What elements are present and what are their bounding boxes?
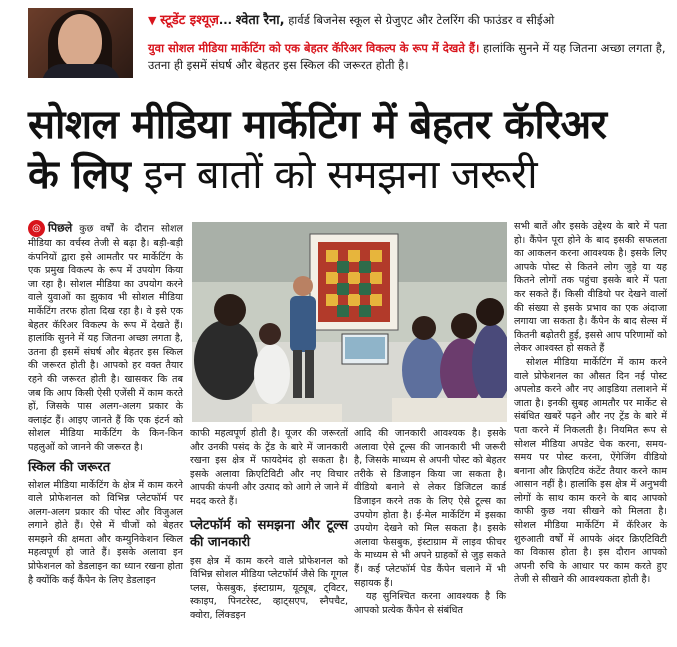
column-3: [354, 427, 506, 617]
headline-line2-rest: इन बातों को समझना जरूरी: [143, 152, 538, 198]
target-icon: ◎: [28, 220, 45, 237]
author-name: श्वेता रैना,: [235, 13, 285, 28]
author-line: ▼ स्टूडेंट इश्यूज़... श्वेता रैना, हार्वर्ड बिजनेस स्कूल से ग्रेजुएट और टेलरिंग की फाउंडर व सीईओ: [148, 13, 555, 28]
col3-paragraph-1: आदि की जानकारी आवश्यक है। इसके अलावा ऐसे टूल्स की जानकारी भी जरूरी है, जिसके माध्यम से अपनी पोस्ट को बेहतर तरीके से डिजाइन किया जा सकता है। वीडियो बनाने से लेकर डिजिटल कार्ड डिजाइन करने तक के लिए ऐसे टूल्स का उपयोग होता है। ई-मेल मार्केटिंग में इसका उपयोग देखने को मिल सकता है। इसके अलावा फेसबुक, इंस्टाग्राम में लाइव फीचर के माध्यम से भी अपने ग्राहकों से जुड़ सकते हैं। कई प्लेटफॉर्म पेड कैंपेन चलाने में भी सहायक हैं।: [354, 428, 506, 589]
col3-paragraph-2: यह सुनिश्चित करना आवश्यक है कि आपको प्रत्येक कैंपेन से संबंधित: [354, 591, 506, 616]
headline-line1: सोशल मीडिया मार्केटिंग में बेहतर कॅरिअर: [28, 102, 607, 148]
col4-paragraph-2: सोशल मीडिया मार्केटिंग में काम करने वाले प्रोफेशनल का औसत दिन नई पोस्ट अपलोड करने और नए आइडिया तलाशने में जाता है। इनकी सुबह आमतौर पर मार्केट से संबंधित खबरें पढ़ने और नए ट्रेंड के बारे में पता करने में निकलती है। नियमित रूप से सोशल मीडिया अपडेट चेक करना, समय-समय पर पोस्ट करना, ऐंगेजिंग वीडियो बनाना और क्रिएटिव कंटेंट तैयार करने काम आसान नहीं है। हालांकि इस क्षेत्र में अनुभवी लोगों के साथ काम करने के बाद आपको काफी कुछ नया सीखने को मिलता है। सोशल मीडिया मार्केटिंग में कॅरिअर के शुरुआती वर्षों में आपके अंदर क्रिएटिविटी का विकास होता है। इस दौरान आपको अपनी रुचि के आधार पर काम करते हुए तेजी से सीखने की आवश्यकता होती है।: [514, 356, 667, 586]
red-triangle-icon: ▼: [148, 14, 157, 27]
article-header: [0, 0, 677, 88]
headline-line2: [28, 150, 668, 200]
article-photo: [192, 222, 507, 422]
subheading-skill: स्किल की जरूरत: [28, 459, 111, 475]
headline-line2-bold: के लिए: [28, 152, 131, 198]
intro-highlight: युवा सोशल मीडिया मार्केटिंग को एक बेहतर कॅरिअर विकल्प के रूप में देखते हैं।: [148, 41, 480, 55]
subheading-platform: प्लेटफॉर्म को समझना और टूल्स की जानकारी: [190, 517, 348, 550]
column-1: [28, 220, 183, 587]
col1-paragraph-2: सोशल मीडिया मार्केटिंग के क्षेत्र में काम करने वाले प्रोफेशनल को विभिन्न प्लेटफॉर्म पर अलग-अलग प्रकार की पोस्ट और विजुअल लगाने होते हैं। ऐसे में चीजों को बेहतर समझने की क्षमता और कम्युनिकेशन स्किल महत्वपूर्ण हो जाते हैं। इसके अलावा इन प्रोफेशनल को डेडलाइन का ध्यान रखना होता है क्योंकि कई कैंपेन के लिए डेडलाइन: [28, 479, 183, 586]
author-photo: [28, 8, 133, 78]
section-tag: स्टूडेंट इश्यूज़: [160, 13, 219, 28]
col2-paragraph-1: काफी महत्वपूर्ण होती है। यूजर की जरूरतों और उनकी पसंद के ट्रेंड के बारे में जानकारी रखना इस क्षेत्र में फायदेमंद हो सकता है। इसके अलावा क्रिएटिविटी और नए विचार आपकी कंपनी और उत्पाद को आगे ले जाने में मदद करते हैं।: [190, 428, 348, 507]
intro-rest: हालांकि सुनने में यह जितना अच्छा लगता है, उतना ही इसमें संघर्ष और बेहतर इस स्किल की जरूरत होती है।: [148, 41, 666, 72]
column-2: [190, 427, 348, 623]
col2-paragraph-2: इस क्षेत्र में काम करने वाले प्रोफेशनल को विभिन्न सोशल मीडिया प्लेटफॉर्म जैसे कि गूगल प्लस, फेसबुक, इंस्टाग्राम, यूट्यूब, ट्विटर, स्काइप, पिनटरेस्ट, व्हाट्सएप, स्नैपचैट, क्वोरा, लिंक्डइन: [190, 555, 348, 621]
headline: [28, 100, 668, 200]
classroom-illustration: [192, 222, 507, 422]
lead-word: पिछले: [48, 221, 73, 235]
intro-text: [148, 40, 668, 74]
column-4: [514, 220, 667, 587]
col4-paragraph-1: सभी बातें और इसके उद्देश्य के बारे में पता हो। कैंपेन पूरा होने के बाद इसकी सफलता का आकलन करना आवश्यक है। इसके लिए आपके पोस्ट से कितने लोग जुड़े या यह कितने लोगों तक पहुंचा इसके बारे में पता कर सकते हैं। किसी वीडियो पर देखने वालों की संख्या से इसके प्रभाव का एक अंदाजा लगाया जा सकता है। कैंपेन के बाद सेल्स में कितनी बढ़ोतरी हुई, इससे आप परिणामों को लेकर आश्वस्त हो सकते हैं: [514, 221, 667, 355]
author-description: हार्वर्ड बिजनेस स्कूल से ग्रेजुएट और टेलरिंग की फाउंडर व सीईओ: [288, 13, 555, 27]
col1-paragraph-1: कुछ वर्षों के दौरान सोशल मीडिया का वर्चस्व तेजी से बढ़ा है। बड़ी-बड़ी कंपनियों द्वारा इसे आमतौर पर मार्केटिंग के एक प्रमुख विकल्प के रूप में उपयोग किया जा रहा है। सोशल मीडिया का उपयोग करने वाले युवाओं का झुकाव भी सोशल मीडिया मार्केटिंग तरफ होता दिख रहा है। वे इसे एक बेहतर कॅरिअर विकल्प के रूप में देखते हैं। हालांकि सुनने में यह जितना अच्छा लगता है, उतना ही इसमें संघर्ष और बेहतर इस स्किल की जरूरत होती है। आपको हर वक्त तैयार रहने की जरूरत होती है। खासकर कि तब जब कि आप किसी ऐसी एजेंसी में काम करते हों, जिसके पास अलग-अलग प्रकार के क्लाइंट हैं। आइए जानते हैं कि एक इंटर्न को सोशल मीडिया मार्केटिंग के किन-किन पहलुओं को जानने की जरूरत है।: [28, 223, 183, 453]
